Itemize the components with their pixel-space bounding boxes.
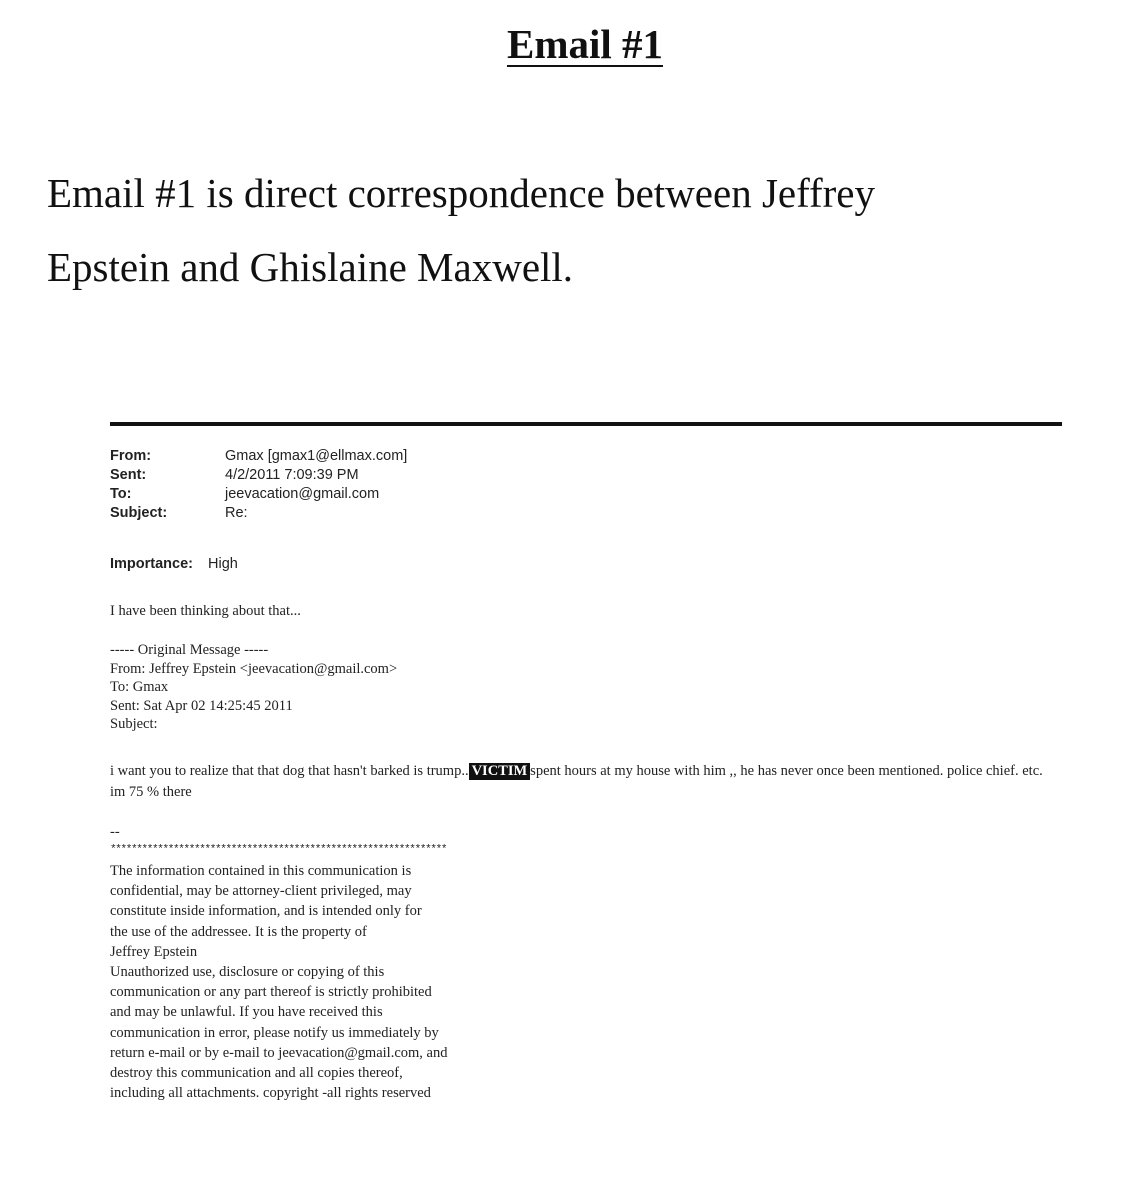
email-headers [110,447,407,523]
disclaimer-line: including all attachments. copyright -all rights reserved [110,1085,431,1102]
page-title: Email #1 [506,21,664,67]
header-value: 4/2/2011 7:09:39 PM [225,467,359,483]
redaction-label: VICTIM [469,763,531,780]
confidentiality-disclaimer [110,861,447,1103]
message-text-after: spent hours at my house with him ,, he has never once been mentioned. police chief. etc. im 75 % there [110,763,1043,800]
disclaimer-line: Unauthorized use, disclosure or copying of this [110,964,385,981]
header-importance [110,555,238,574]
original-message-line: To: Gmax [110,679,169,695]
asterisk-separator: **************************************************************** [110,844,447,856]
disclaimer-line: Jeffrey Epstein [110,943,198,960]
disclaimer-line: constitute inside information, and is intended only for [110,903,422,920]
intro-line: Epstein and Ghislaine Maxwell. [47,244,574,290]
divider-rule [110,422,1062,426]
header-from [110,447,407,466]
header-to [110,485,407,504]
disclaimer-line: return e-mail or by e-mail to jeevacation@gmail.com, and [110,1044,448,1061]
message-body [110,761,1050,803]
header-value: Re: [225,505,248,521]
header-value: jeevacation@gmail.com [225,486,380,502]
disclaimer-line: the use of the addressee. It is the property of [110,923,367,940]
header-label: To: [110,486,132,502]
original-message-line: Sent: Sat Apr 02 14:25:45 2011 [110,697,293,714]
original-message-line: ----- Original Message ----- [110,642,269,658]
header-label: Sent: [110,467,147,483]
intro-line: Email #1 is direct correspondence between Jeffrey [47,170,876,216]
original-message-line: Subject: [110,716,158,732]
disclaimer-line: communication or any part thereof is strictly prohibited [110,984,432,1001]
intro-paragraph [47,156,1087,304]
header-subject [110,504,407,523]
header-sent [110,466,407,485]
message-text-before: i want you to realize that that dog that hasn't barked is trump.. [110,763,469,779]
signature-separator: -- [110,824,120,840]
disclaimer-line: and may be unlawful. If you have received this [110,1004,383,1021]
header-label: Importance: [110,556,193,572]
header-label: From: [110,448,152,464]
reply-text: I have been thinking about that... [110,603,301,619]
original-message-headers [110,641,397,734]
disclaimer-line: destroy this communication and all copies thereof, [110,1065,403,1082]
disclaimer-line: communication in error, please notify us immediately by [110,1024,439,1041]
disclaimer-line: The information contained in this communication is [110,863,412,879]
header-label: Subject: [110,505,168,521]
original-message-line: From: Jeffrey Epstein <jeevacation@gmail.com> [110,660,398,677]
disclaimer-line: confidential, may be attorney-client privileged, may [110,883,412,900]
header-value: Gmax [gmax1@ellmax.com] [225,448,408,464]
header-value: High [208,556,238,572]
